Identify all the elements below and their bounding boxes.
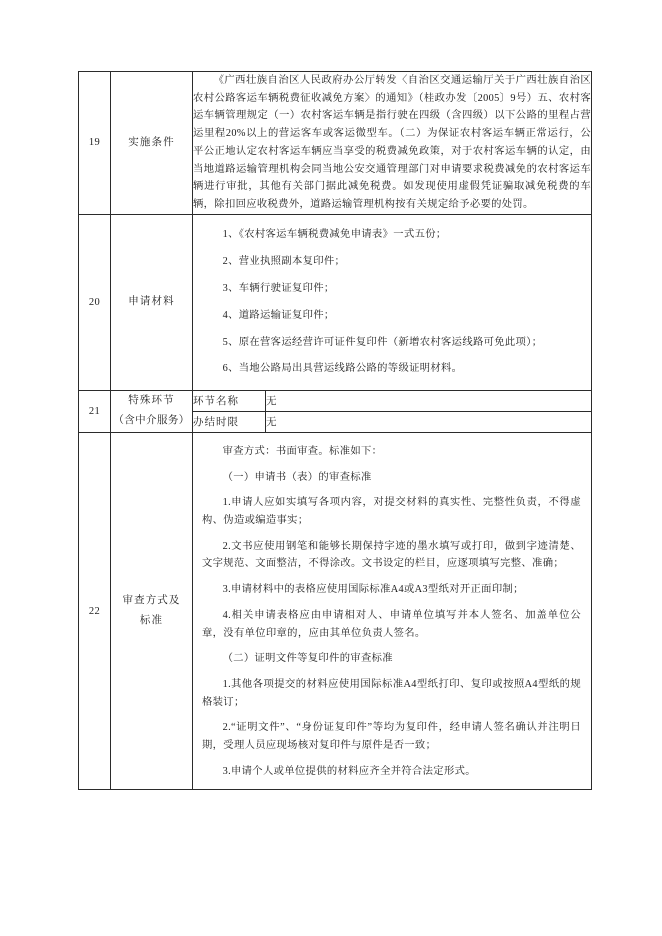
row-content-application-materials bbox=[193, 214, 592, 390]
paragraph: 审查方式：书面审查。标准如下： bbox=[222, 445, 383, 457]
row-label-implementation-conditions bbox=[111, 72, 193, 215]
list-item: 5、原在营客运经营许可证件复印件（新增农村客运线路可免此项）； bbox=[222, 336, 543, 348]
table-row bbox=[79, 432, 592, 790]
row-label-special-procedures bbox=[111, 390, 193, 432]
paragraph: 3.申请材料中的表格应使用国际标准A4或A3型纸对开正面印制； bbox=[222, 584, 524, 596]
row-label-line: 申请材料 bbox=[128, 296, 175, 308]
row-content-implementation-conditions bbox=[193, 72, 592, 215]
paragraph: 3.申请个人或单位提供的材料应齐全并符合法定形式。 bbox=[222, 765, 476, 777]
paragraph: 4.相关申请表格应由申请相对人、申请单位填写并本人签名、加盖单位公章，没有单位印章的，应由其单位负责人签名。 bbox=[202, 609, 582, 639]
table-row bbox=[79, 72, 592, 215]
paragraph: 2.“证明文件”、“身份证复印件”等均为复印件，经申请人签名确认并注明日期，受理人员应现场核对复印件与原件是否一致； bbox=[202, 722, 582, 752]
row-number-21: 21 bbox=[79, 390, 111, 432]
list-item: 6、当地公路局出具营运线路公路的等级证明材料。 bbox=[222, 363, 463, 375]
paragraph: （二）证明文件等复印件的审查标准 bbox=[222, 653, 393, 665]
service-item-table bbox=[78, 71, 592, 790]
row-label-review-method-standard bbox=[111, 432, 193, 790]
list-item: 1、《农村客运车辆税费减免申请表》一式五份； bbox=[222, 228, 447, 240]
row-label-line: （含中介服务） bbox=[113, 415, 190, 427]
row-number-22: 22 bbox=[79, 432, 111, 790]
row-content-review-method-standard bbox=[193, 432, 592, 790]
subrow-key-procedure-name: 环节名称 bbox=[193, 390, 266, 411]
paragraph: （一）申请书（表）的审查标准 bbox=[222, 471, 372, 483]
table-row bbox=[79, 214, 592, 390]
row-label-application-materials bbox=[111, 214, 193, 390]
list-item: 3、车辆行驶证复印件； bbox=[222, 282, 335, 294]
subrow-value-procedure-name: 无 bbox=[266, 390, 592, 411]
row-number-20: 20 bbox=[79, 214, 111, 390]
subrow-key-completion-deadline: 办结时限 bbox=[193, 411, 266, 432]
list-item: 4、道路运输证复印件； bbox=[222, 309, 335, 321]
row-label-line: 审查方式及 bbox=[122, 594, 181, 606]
list-item: 2、营业执照副本复印件； bbox=[222, 255, 346, 267]
paragraph: 1.其他各项提交的材料应使用国际标准A4型纸打印、复印或按照A4型纸的规格装订； bbox=[202, 678, 582, 708]
table-row bbox=[79, 390, 592, 411]
subrow-value-completion-deadline: 无 bbox=[266, 411, 592, 432]
paragraph: 1.申请人应如实填写各项内容，对提交材料的真实性、完整性负责，不得虚构、伪造或编造事实； bbox=[202, 497, 582, 526]
row-number-19: 19 bbox=[79, 72, 111, 215]
row-label-line: 标准 bbox=[139, 615, 164, 627]
row-label-line: 实施条件 bbox=[128, 136, 175, 148]
row-label-line: 特殊环节 bbox=[128, 394, 175, 406]
paragraph: 2.文书应使用钢笔和能够长期保持字迹的墨水填写或打印，做到字迹清楚、文字规范、文面整洁，不得涂改。文书设定的栏目，应逐项填写完整、准确； bbox=[202, 540, 582, 570]
paragraph: 《广西壮族自治区人民政府办公厅转发〈自治区交通运输厅关于广西壮族自治区农村公路客运车辆税费征收减免方案〉的通知》（桂政办发〔2005〕9号）五、农村客运车辆管理规定（一）农村客运车辆是指行驶在四级（含四级）以下公路的里程占营运里程20%以上的营运客车或客运微型车。（二）为保证农村客运车辆正常运行，公平公正地认定农村客运车辆应当享受的税费减免政策，对于农村客运车辆的认定，由当地道路运输管理机构会同当地公安交通管理部门对申请要求税费减免的农村客运车辆进行审批，其他有关部门据此减免税费。如发现使用虚假凭证骗取减免税费的车辆，除扣回应收税费外，道路运输管理机构按有关规定给予必要的处罚。 bbox=[193, 75, 592, 210]
